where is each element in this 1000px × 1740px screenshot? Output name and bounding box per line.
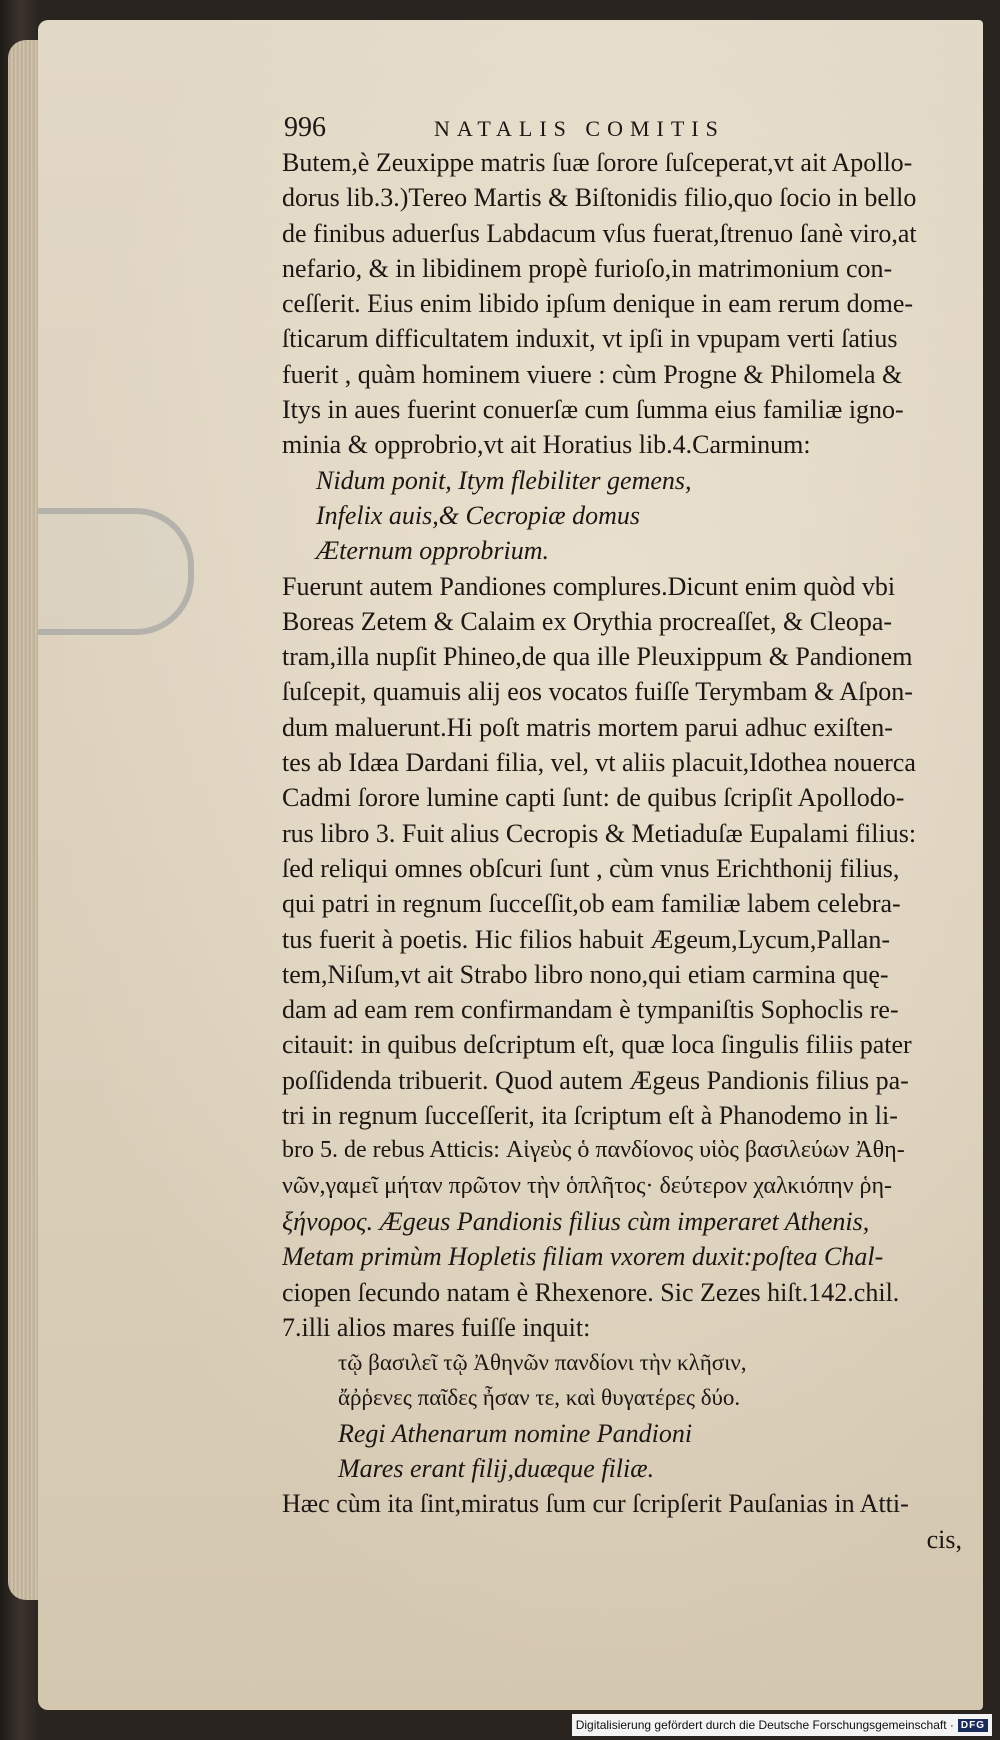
text-line: Boreas Zetem & Calaim ex Orythia procreaſſet, & Cleopa- bbox=[282, 606, 893, 636]
digitization-credit bbox=[572, 1714, 992, 1736]
text-line: ſuſcepit, quamuis alij eos vocatos fuiſſe Terymbam & Aſpon- bbox=[282, 677, 913, 707]
greek-verse-line: τῷ βασιλεῖ τῷ Ἀθηνῶν πανδίονι τὴν κλῆσιν, bbox=[338, 1350, 747, 1376]
catchword: cis, bbox=[926, 1524, 962, 1554]
text-line: ſed reliqui omnes obſcuri ſunt , cùm vnus Erichthonij filius, bbox=[282, 853, 900, 883]
text-line: ciopen ſecundo natam è Rhexenore. Sic Zezes hiſt.142.chil. bbox=[282, 1277, 900, 1307]
latin-verse-line: Mares erant filij,duæque filiæ. bbox=[338, 1453, 655, 1483]
text-line: minia & opprobrio,vt ait Horatius lib.4.Carminum: bbox=[282, 430, 811, 460]
text-line: Fuerunt autem Pandiones complures.Dicunt enim quòd vbi bbox=[282, 571, 896, 601]
text-line: tri in regnum ſucceſſerit, ita ſcriptum eſt à Phanodemo in li- bbox=[282, 1101, 898, 1131]
text-line: fuerit , quàm hominem viuere : cùm Progne & Philomela & bbox=[282, 359, 903, 389]
text-line: Itys in aues fuerint conuerſæ cum ſumma eius familiæ igno- bbox=[282, 395, 904, 425]
text-line: Cadmi ſorore lumine capti ſunt: de quibus ſcripſit Apollodo- bbox=[282, 783, 905, 813]
running-head: NATALIS COMITIS bbox=[434, 116, 725, 141]
text-line: rus libro 3. Fuit alius Cecropis & Metiaduſæ Eupalami filius: bbox=[282, 818, 917, 848]
page-number: 996 bbox=[284, 112, 326, 143]
text-line: 7.illi alios mares fuiſſe inquit: bbox=[282, 1312, 591, 1342]
text-line: bro 5. de rebus Atticis: Αἰγεὺς ὁ πανδίονος υἱὸς βασιλεύων Ἀθη- bbox=[282, 1137, 905, 1164]
page-body bbox=[282, 145, 972, 1557]
text-line: citauit: in quibus deſcriptum eſt, quæ loca ſingulis filiis pater bbox=[282, 1030, 912, 1060]
credit-text: Digitalisierung gefördert durch die Deutsche Forschungsgemeinschaft · bbox=[575, 1718, 954, 1732]
text-line: ξήνορος. Ægeus Pandionis filius cùm imperaret Athenis, bbox=[282, 1206, 870, 1236]
text-line: poſſidenda tribuerit. Quod autem Ægeus Pandionis filius pa- bbox=[282, 1065, 909, 1095]
text-line: dum maluerunt.Hi poſt matris mortem parui adhuc exiſten- bbox=[282, 712, 893, 742]
text-line: tram,illa nupſit Phineo,de qua ille Pleuxippum & Pandionem bbox=[282, 642, 913, 672]
text-line: tes ab Idæa Dardani filia, vel, vt aliis placuit,Idothea nouerca bbox=[282, 748, 916, 778]
text-line: nefario, & in libidinem propè furioſo,in matrimonium con- bbox=[282, 253, 893, 283]
verse-line: Infelix auis,& Cecropiæ domus bbox=[316, 500, 641, 530]
verse-line: Nidum ponit, Itym flebiliter gemens, bbox=[316, 465, 692, 495]
verse-line: Æternum opprobrium. bbox=[316, 536, 550, 566]
text-line: ſticarum difficultatem induxit, vt ipſi in vpupam verti ſatius bbox=[282, 324, 898, 354]
text-line: νῶν,γαμεῖ μήταν πρῶτον τὴν ὁπλῆτος· δεύτερον χαλκιόπην ῥη- bbox=[282, 1172, 892, 1199]
text-line: Metam primùm Hopletis filiam vxorem duxit:poſtea Chal- bbox=[282, 1242, 884, 1272]
text-line: de finibus aduerſus Labdacum vſus fuerat,ſtrenuo ſanè viro,at bbox=[282, 218, 917, 248]
text-line: tus fuerit à poetis. Hic filios habuit Ægeum,Lycum,Pallan- bbox=[282, 924, 891, 954]
text-line: ceſſerit. Eius enim libido ipſum denique in eam rerum dome- bbox=[282, 289, 914, 319]
text-line: qui patri in regnum ſucceſſit,ob eam familiæ labem celebra- bbox=[282, 889, 901, 919]
dfg-logo: DFG bbox=[958, 1719, 988, 1732]
text-line: dam ad eam rem confirmandam è tympaniſtis Sophoclis re- bbox=[282, 995, 899, 1025]
page-clip bbox=[38, 508, 194, 635]
text-line: tem,Niſum,vt ait Strabo libro nono,qui etiam carmina quę- bbox=[282, 959, 889, 989]
greek-verse-line: ἄῤῥενες παῖδες ἦσαν τε, καὶ θυγατέρες δύο. bbox=[338, 1385, 741, 1411]
text-line: Butem,è Zeuxippe matris ſuæ ſorore ſuſceperat,vt ait Apollo- bbox=[282, 148, 913, 177]
text-line: Hæc cùm ita ſint,miratus ſum cur ſcripſerit Pauſanias in Atti- bbox=[282, 1489, 909, 1519]
latin-verse-line: Regi Athenarum nomine Pandioni bbox=[338, 1418, 693, 1448]
text-line: dorus lib.3.)Tereo Martis & Biſtonidis filio,quo ſocio in bello bbox=[282, 183, 917, 213]
